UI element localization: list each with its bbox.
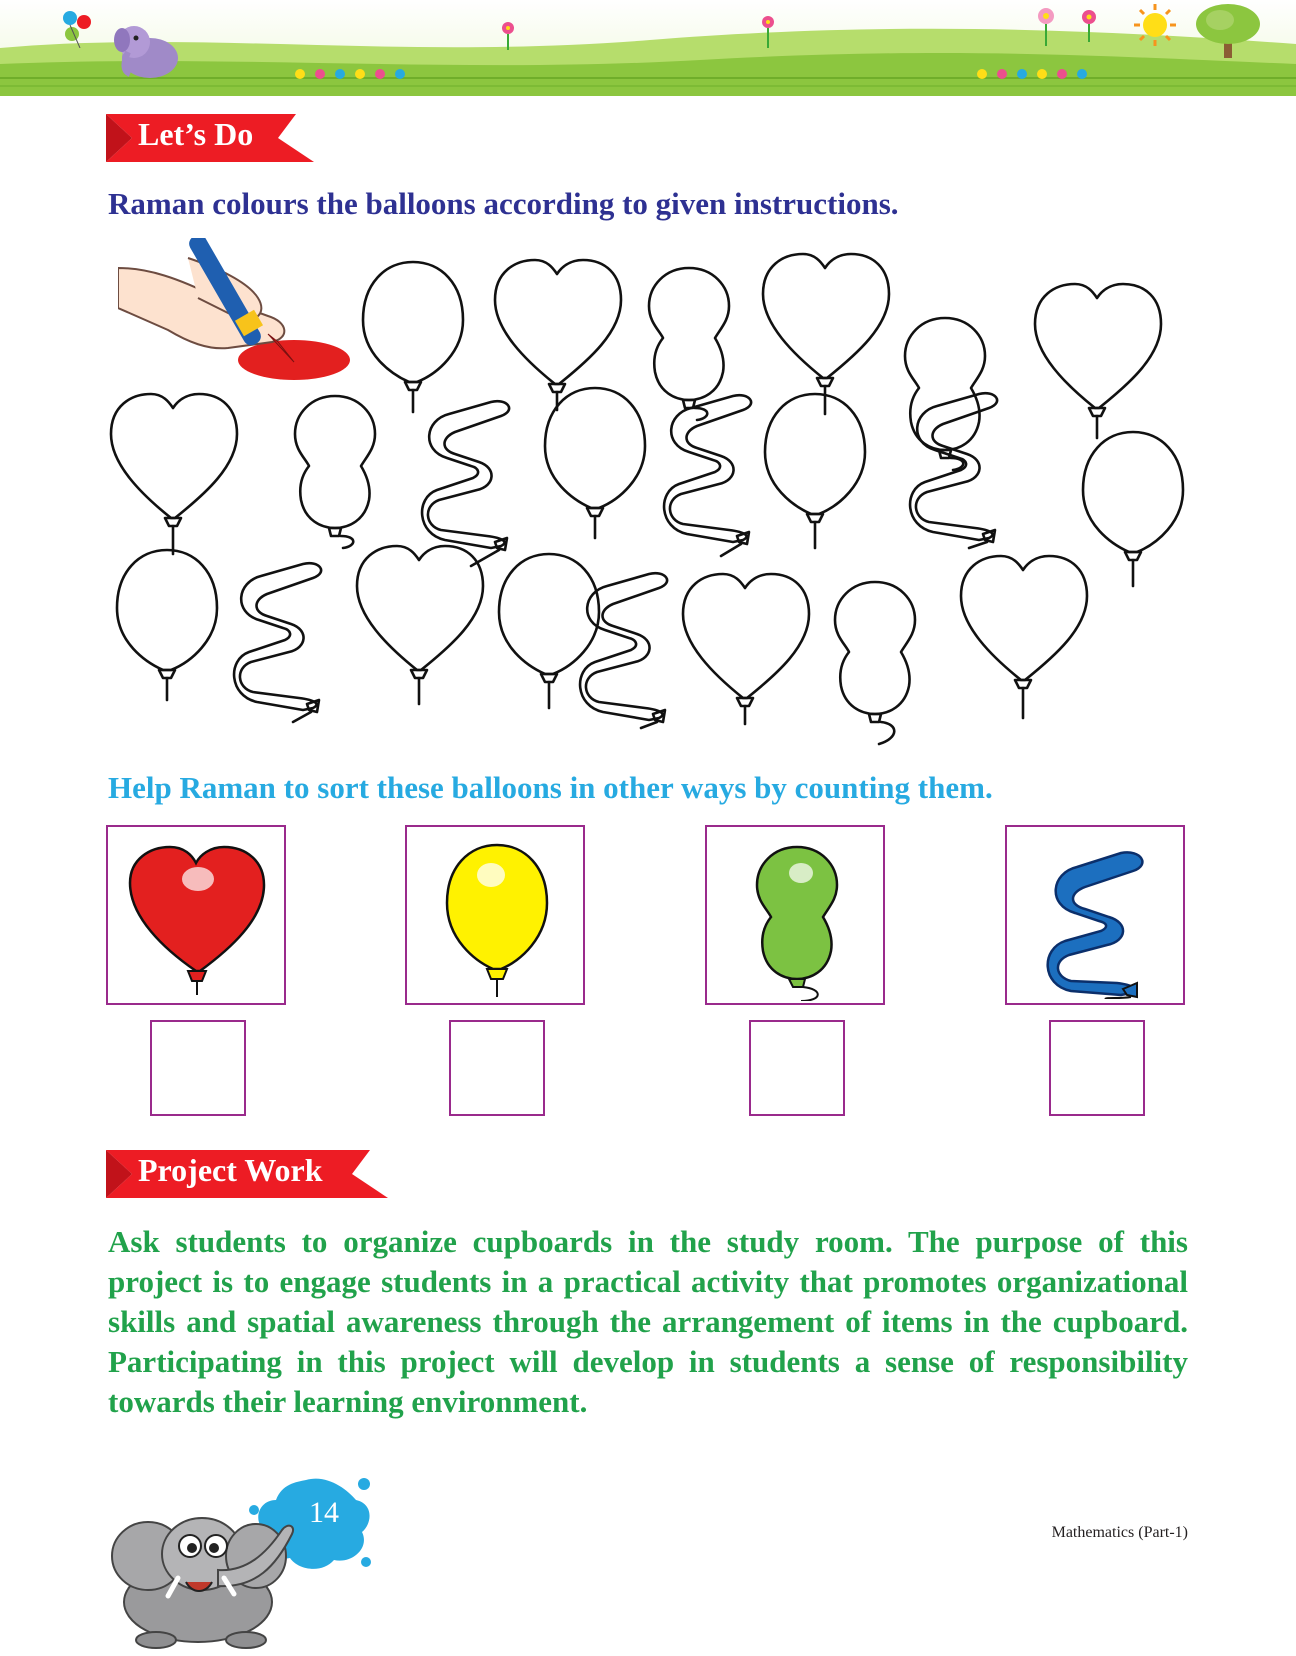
top-banner <box>0 0 1296 96</box>
project-work-ribbon <box>106 1146 388 1202</box>
outline-long-balloon <box>234 563 321 722</box>
mini-balloons-icon <box>58 8 98 48</box>
instruction-sort-balloons: Help Raman to sort these balloons in other ways by counting them. <box>108 770 993 805</box>
outline-balloon <box>357 546 483 704</box>
outline-balloon <box>765 394 865 548</box>
elephant-icon <box>110 14 186 84</box>
outline-balloon <box>1035 284 1161 438</box>
instruction-colour-balloons: Raman colours the balloons according to given instructions. <box>108 186 899 221</box>
lets-do-heading: Let’s Do <box>138 116 254 152</box>
red-heart-balloon-icon <box>128 845 268 995</box>
outline-balloon <box>545 388 645 538</box>
lets-do-ribbon <box>106 110 314 166</box>
flower-strip-icon <box>972 66 1092 82</box>
outline-long-balloon <box>664 395 751 556</box>
outline-balloon <box>835 582 915 744</box>
outline-balloons-group <box>105 240 1195 760</box>
outline-balloon <box>111 394 237 554</box>
sun-icon <box>1128 2 1182 48</box>
outline-balloon <box>363 262 463 412</box>
outline-balloon <box>1083 432 1183 586</box>
yellow-round-balloon-icon <box>445 843 549 999</box>
elephant-mascot-icon <box>106 1490 316 1650</box>
outline-balloon <box>117 550 217 700</box>
green-gourd-balloon-icon <box>753 845 843 1001</box>
project-work-heading: Project Work <box>138 1152 323 1188</box>
outline-long-balloon <box>422 401 509 566</box>
sort-box-blue-long <box>1005 825 1185 1005</box>
sort-box-yellow-round <box>405 825 585 1005</box>
flower-icon <box>758 14 778 48</box>
count-answer-box[interactable] <box>150 1020 246 1116</box>
outline-balloon <box>683 574 809 724</box>
outline-balloon <box>499 554 599 708</box>
count-answer-box[interactable] <box>749 1020 845 1116</box>
footer-book-title: Mathematics (Part-1) <box>1051 1524 1188 1541</box>
count-answer-box[interactable] <box>449 1020 545 1116</box>
outline-balloon <box>961 556 1087 718</box>
sort-box-red-heart <box>106 825 286 1005</box>
flower-strip-icon <box>290 66 410 82</box>
outline-balloon <box>763 254 889 414</box>
page-number: 14 <box>309 1496 339 1529</box>
sort-box-green-gourd <box>705 825 885 1005</box>
blue-long-balloon-icon <box>1045 849 1155 999</box>
project-work-text: Ask students to organize cupboards in the study room. The purpose of this project is to engage students in a practical activity that promotes organizational skills and spatial awareness through the arrangement of items in the cupboard. Participating in this project will develop in students a sense of responsibility towards their learning environment. <box>108 1224 1188 1419</box>
outline-balloon <box>649 268 729 420</box>
tree-icon <box>1190 2 1266 60</box>
flower-icon <box>1078 8 1100 42</box>
outline-long-balloon <box>580 573 667 728</box>
flower-icon <box>1032 6 1060 46</box>
count-answer-box[interactable] <box>1049 1020 1145 1116</box>
outline-balloon <box>295 396 375 548</box>
flower-icon <box>498 20 518 50</box>
